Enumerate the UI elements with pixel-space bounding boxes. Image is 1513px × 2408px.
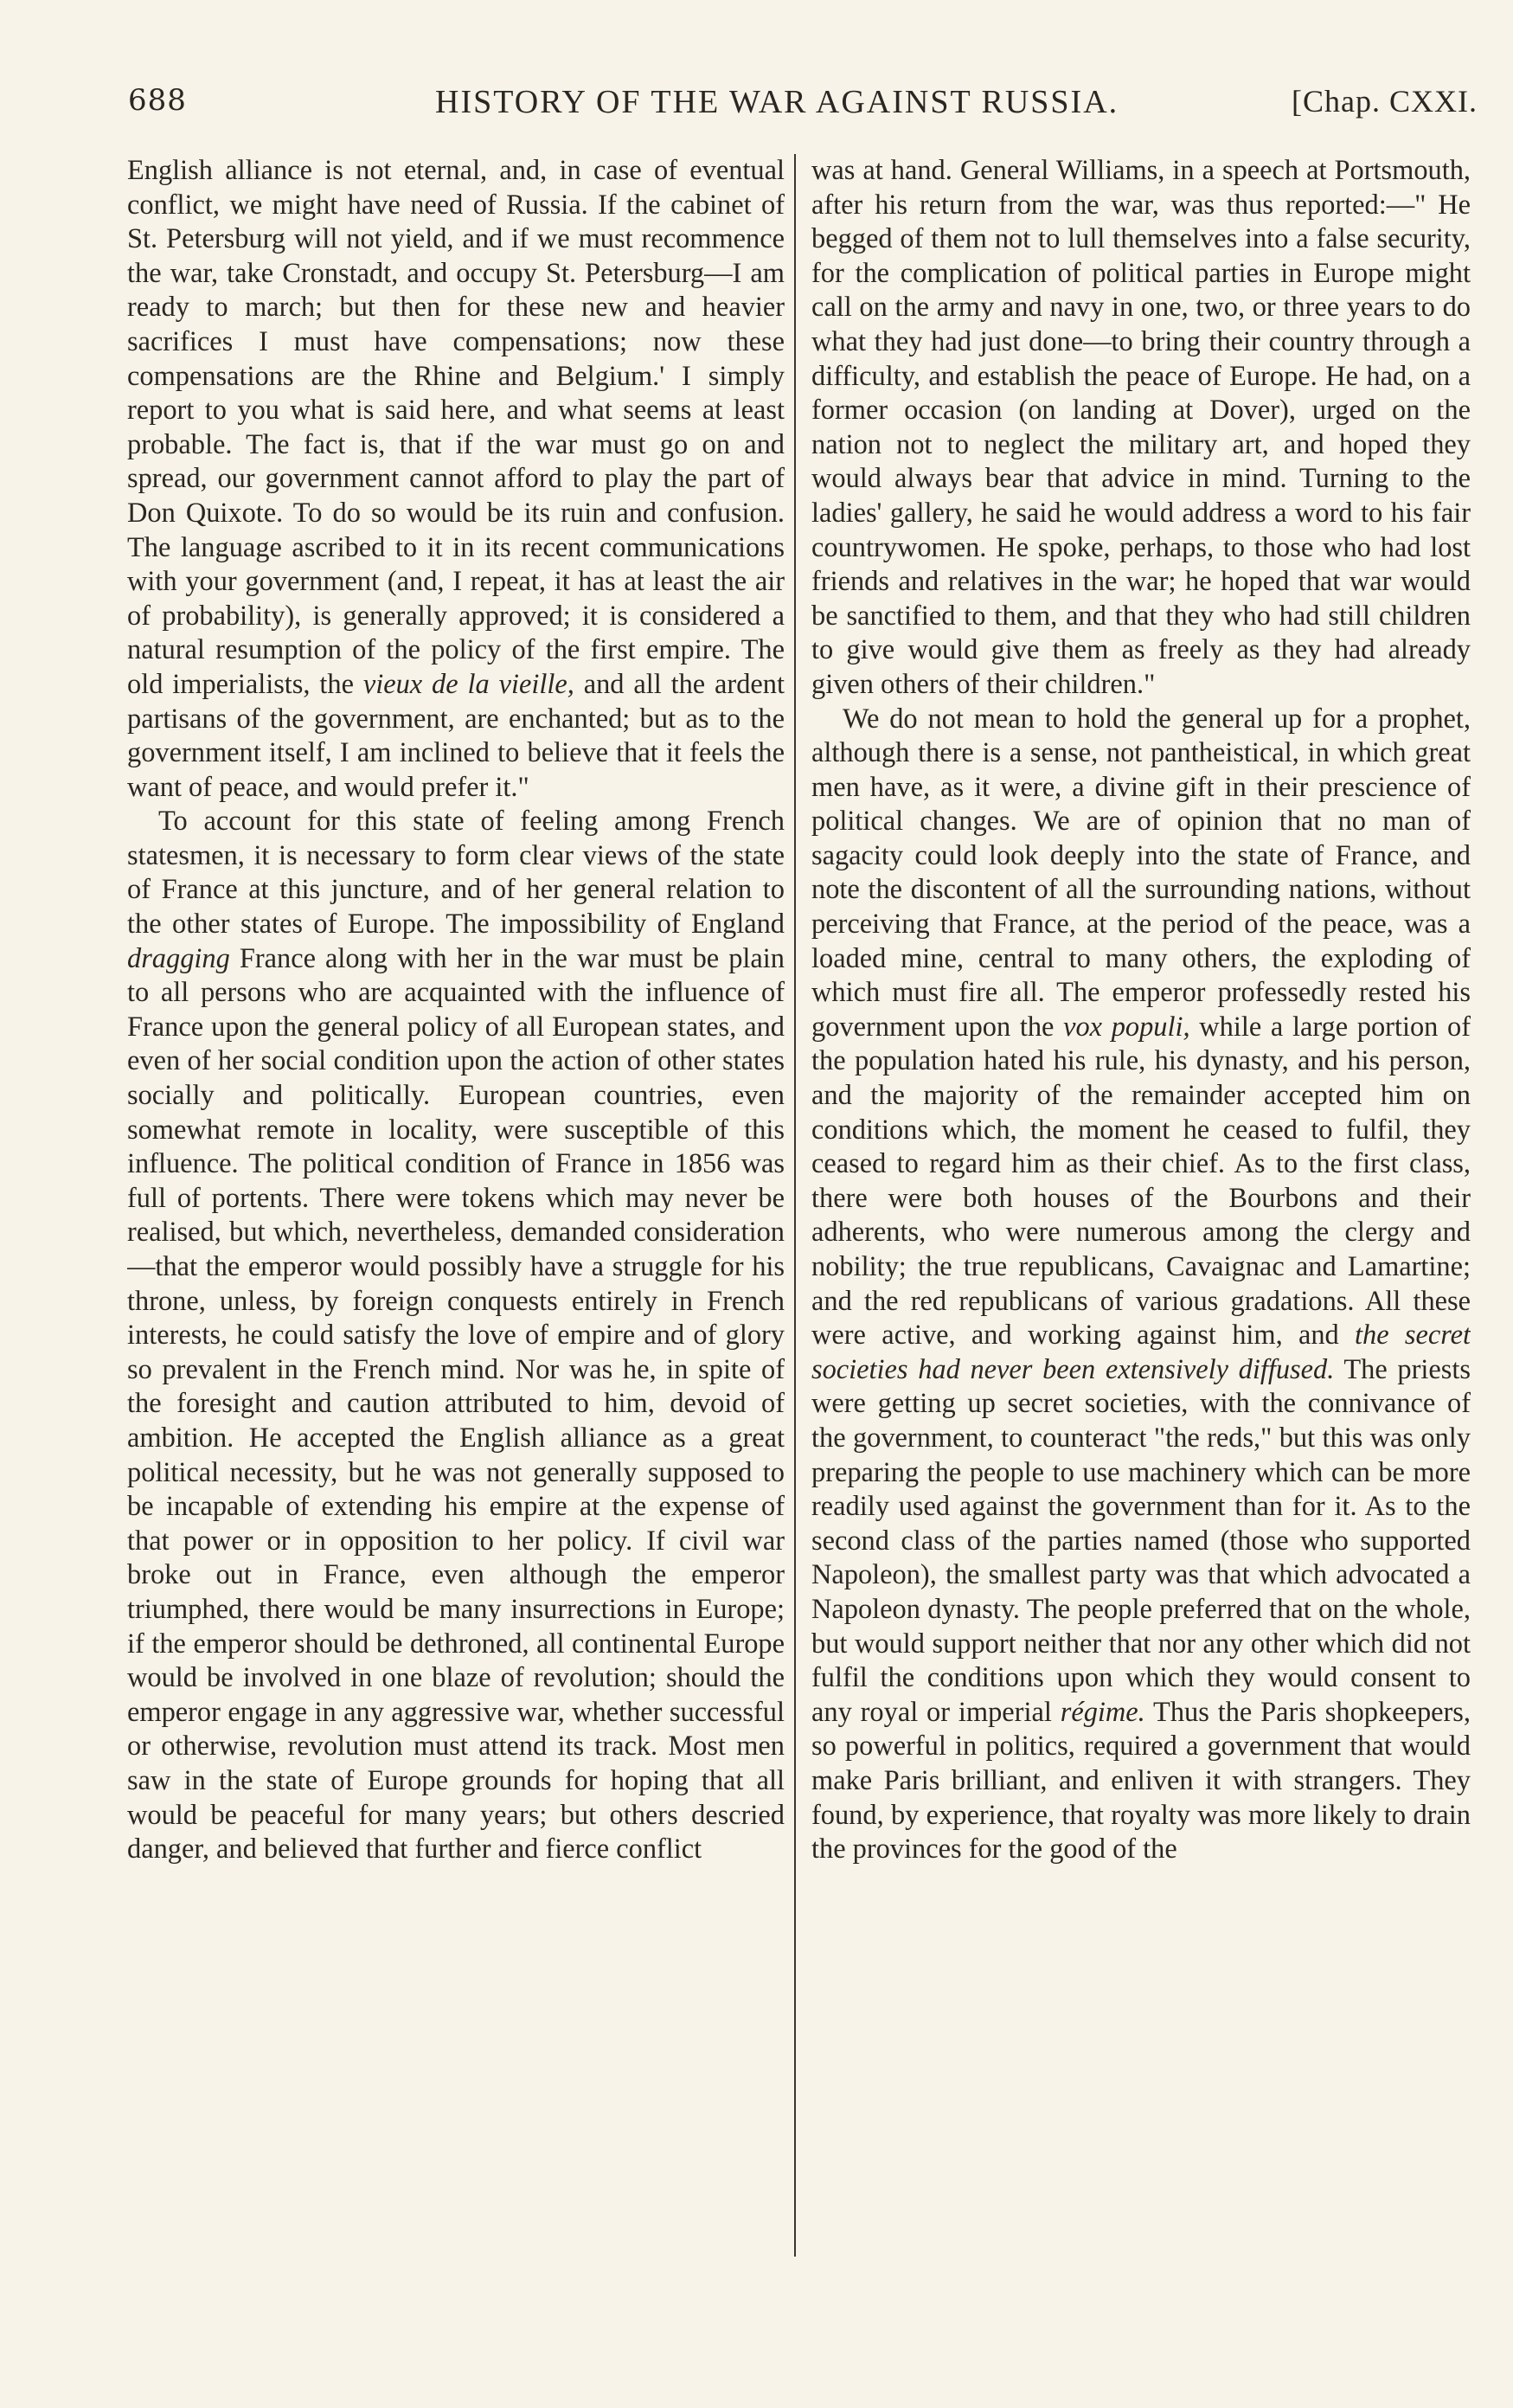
right-p2-italic-2: the secret societies had never been extensively diffused. <box>811 1320 1471 1385</box>
left-p1-text-b: and all the ardent partisans of the government, are enchanted; but as to the government itself, I am inclined to believe that it feels the want of peace, and would prefer it." <box>127 668 785 803</box>
right-p2-text-a: We do not mean to hold the general up for a prophet, although there is a sense, not pantheistical, in which great men have, as it were, a divine gift in their prescience of political changes. We are of opinion that no man of sagacity could look deeply into the state of France, and note the discontent of all the surrounding nations, without perceiving that France, at the period of the peace, was a loaded mine, central to many others, the exploding of which must fire all. The emperor professedly rested his government upon the <box>811 703 1471 1043</box>
right-p2-text-b: while a large portion of the population hated his rule, his dynasty, and his person, and the majority of the remainder accepted him on conditions which, the moment he ceased to fulfil, they ceased to regard him as their chief. As to the first class, there were both houses of the Bourbons and their adherents, who were numerous among the clergy and nobility; the true republicans, Cavaignac and Lamartine; and the red republicans of various gradations. All these were active, and working against him, and <box>811 1011 1471 1352</box>
left-p1-text-a: English alliance is not eternal, and, in case of eventual conflict, we might have need of Russia. If the cabinet of St. Petersburg will not yield, and if we must recommence the war, take Cronstadt, and occupy St. Petersburg—I am ready to march; but then for these new and heavier sacrifices I must have compensations; now these compensations are the Rhine and Belgium.' I simply report to you what is said here, and what seems at least probable. The fact is, that if the war must go on and spread, our government cannot afford to play the part of Don Quixote. To do so would be its ruin and confusion. The language ascribed to it in its recent communications with your government (and, I repeat, it has at least the air of probability), is generally approved; it is considered a natural resumption of the policy of the first empire. The old imperialists, the <box>127 155 785 700</box>
right-column <box>811 154 1471 2257</box>
right-paragraph-2 <box>811 703 1471 1867</box>
left-column <box>127 154 785 2257</box>
column-divider <box>794 154 796 2257</box>
right-p2-italic-1: vox populi, <box>1063 1011 1190 1043</box>
left-paragraph-1 <box>127 154 785 805</box>
right-p2-text-c: The priests were getting up secret societies, with the connivance of the government, to counteract "the reds," but this was only preparing the people to use machinery which can be more readily used against the government than for it. As to the second class of the parties named (those who supported Napoleon), the smallest party was that which advocated a Napoleon dynasty. The people preferred that on the whole, but would support neither that nor any other which did not fulfil the conditions upon which they would consent to any royal or imperial <box>811 1353 1471 1728</box>
running-title: HISTORY OF THE WAR AGAINST RUSSIA. <box>435 84 1119 120</box>
left-p1-italic: vieux de la vieille, <box>362 668 574 700</box>
left-p2-italic: dragging <box>127 942 230 974</box>
page-number: 688 <box>128 83 187 118</box>
chapter-reference: [Chap. CXXI. <box>1292 84 1478 119</box>
page-header <box>128 83 1478 135</box>
right-paragraph-1: was at hand. General Williams, in a speech at Portsmouth, after his return from the war, was thus reported:—" He begged of them not to lull themselves into a false security, for the complication of political parties in Europe might call on the army and navy in one, two, or three years to do what they had just done—to bring their country through a difficulty, and establish the peace of Europe. He had, on a former occasion (on landing at Dover), urged on the nation not to neglect the military art, and hoped they would always bear that advice in mind. Turning to the ladies' gallery, he said he would address a word to his fair countrywomen. He spoke, perhaps, to those who had lost friends and relatives in the war; he hoped that war would be sanctified to them, and that they who had still children to give would give them as freely as they had already given others of their children." <box>811 155 1471 700</box>
right-p2-text-d: Thus the Paris shopkeepers, so powerful in politics, required a government that would make Paris brilliant, and enliven it with strangers. They found, by experience, that royalty was more likely to drain the provinces for the good of the <box>811 1696 1471 1865</box>
left-p2-text-a: To account for this state of feeling among French statesmen, it is necessary to form clear views of the state of France at this juncture, and of her general relation to the other states of Europe. The impossibility of England <box>127 806 785 941</box>
right-p2-italic-3: régime. <box>1060 1696 1145 1728</box>
left-paragraph-2 <box>127 805 785 1866</box>
left-p2-text-b: France along with her in the war must be plain to all persons who are acquainted with the influence of France upon the general policy of all European states, and even of her social condition upon the action of other states socially and politically. European countries, even somewhat remote in locality, were susceptible of this influence. The political condition of France in 1856 was full of portents. There were tokens which may never be realised, but which, nevertheless, demanded consideration—that the emperor would possibly have a struggle for his throne, unless, by foreign conquests entirely in French interests, he could satisfy the love of empire and of glory so prevalent in the French mind. Nor was he, in spite of the foresight and caution attributed to him, devoid of ambition. He accepted the English alliance as a great political necessity, but he was not generally supposed to be incapable of extending his empire at the expense of that power or in opposition to her policy. If civil war broke out in France, even although the emperor triumphed, there would be many insurrections in Europe; if the emperor should be dethroned, all continental Europe would be involved in one blaze of revolution; should the emperor engage in any aggressive war, whether successful or otherwise, revolution must attend its track. Most men saw in the state of Europe grounds for hoping that all would be peaceful for many years; but others descried danger, and believed that further and fierce conflict <box>127 942 785 1865</box>
